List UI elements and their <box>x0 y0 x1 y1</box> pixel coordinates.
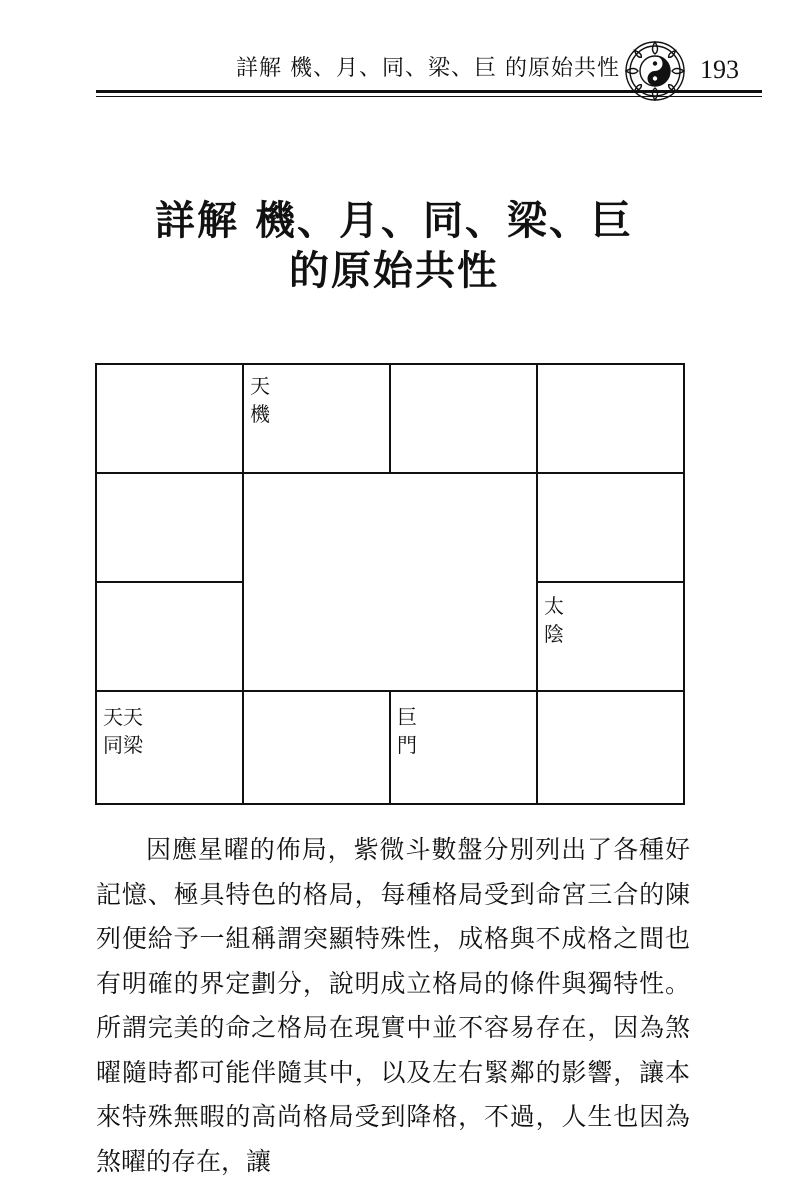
palace-right-2 <box>536 472 685 583</box>
star-label: 門 <box>397 733 417 757</box>
chapter-title <box>120 196 668 296</box>
star-label: 陰 <box>544 622 564 646</box>
body-text <box>96 828 690 1184</box>
palace-top-2 <box>242 363 391 474</box>
palace-bottom-1 <box>95 690 244 805</box>
body-paragraph: 因應星曜的佈局，紫微斗數盤分別列出了各種好記憶、極具特色的格局，每種格局受到命宮三合的陳列便給予一組稱謂突顯特殊性，成格與不成格之間也有明確的界定劃分，說明成立格局的條件與獨特性。所謂完美的命之格局在現實中並不容易存在，因為煞曜隨時都可能伴隨其中，以及左右緊鄰的影響，讓本來特殊無暇的高尚格局受到降格，不過，人生也因為煞曜的存在，讓 <box>96 835 690 1176</box>
star-label: 機 <box>250 402 270 426</box>
star-label: 同梁 <box>103 733 143 757</box>
palace-top-3 <box>389 363 538 474</box>
chart-center <box>242 472 538 692</box>
palace-left-3 <box>95 581 244 692</box>
palace-top-1 <box>95 363 244 474</box>
page-number: 193 <box>700 55 739 84</box>
star-label: 天 <box>250 374 270 398</box>
running-title: 詳解 機、月、同、梁、巨 的原始共性 <box>236 56 620 81</box>
palace-bottom-2 <box>242 690 391 805</box>
palace-right-3 <box>536 581 685 692</box>
ziwei-chart <box>95 363 685 805</box>
star-label: 巨 <box>397 705 417 729</box>
chapter-title-line-2: 的原始共性 <box>289 248 499 294</box>
palace-bottom-3 <box>389 690 538 805</box>
star-label: 太 <box>544 594 564 618</box>
star-label: 天天 <box>103 705 143 729</box>
header-rule-thin <box>96 96 762 97</box>
palace-top-4 <box>536 363 685 474</box>
palace-bottom-4 <box>536 690 685 805</box>
palace-left-2 <box>95 472 244 583</box>
chapter-title-line-1: 詳解 機、月、同、梁、巨 <box>155 198 633 244</box>
header-rule-thick <box>96 90 762 93</box>
